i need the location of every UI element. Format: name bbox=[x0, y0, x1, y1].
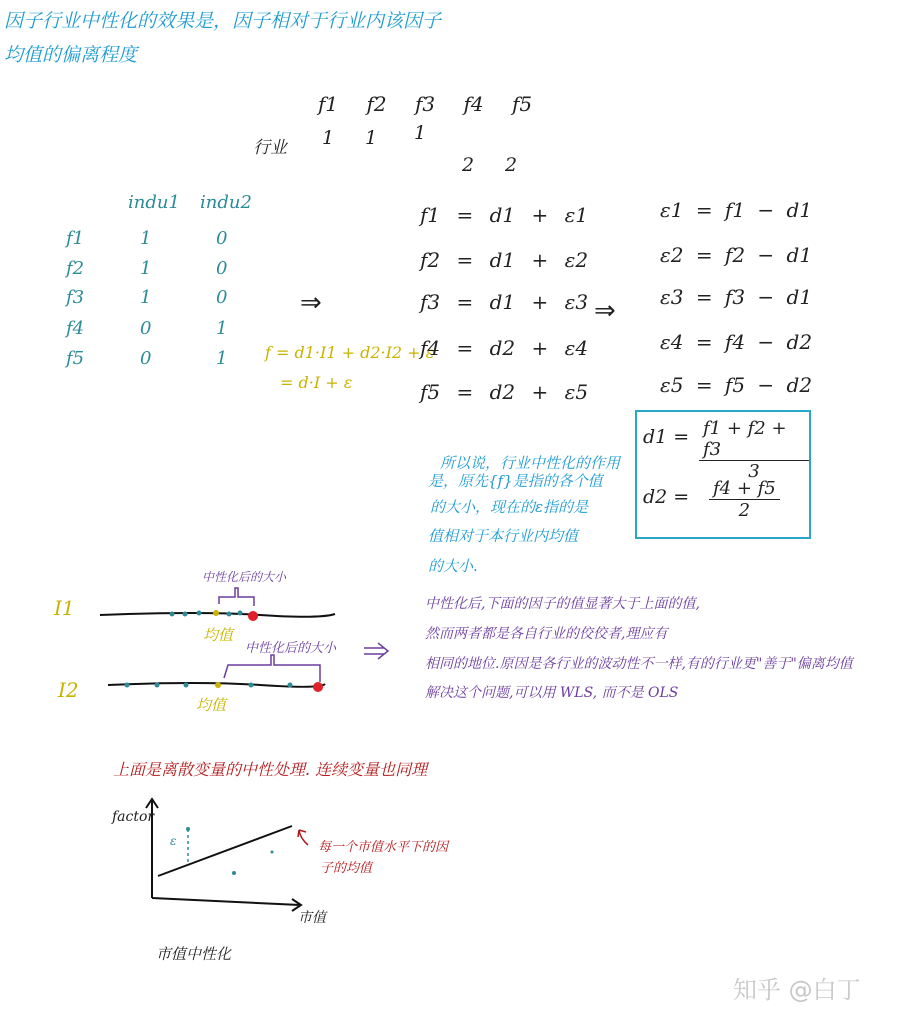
brace-label-1: 中性化后的大小 bbox=[202, 570, 287, 584]
plot-x-axis bbox=[152, 898, 301, 911]
conclusion-line: 所以说，行业中性化的作用 bbox=[440, 454, 621, 472]
factor-f4: f4 bbox=[463, 92, 484, 116]
plot-eps-label: ε bbox=[170, 834, 177, 848]
table-cell-indu1: 0 bbox=[140, 348, 152, 369]
residual-equation: ε3 = f3 − d1 bbox=[660, 285, 813, 309]
table-cell-indu2: 1 bbox=[216, 318, 228, 339]
mean-label-1: 均值 bbox=[203, 626, 234, 644]
implies-arrow-3 bbox=[364, 643, 388, 659]
d2-denominator: 2 bbox=[738, 500, 751, 521]
table-row-factor: f5 bbox=[66, 348, 85, 369]
table-header-indu2: indu2 bbox=[200, 192, 252, 213]
table-cell-indu2: 0 bbox=[216, 228, 228, 249]
conclusion-line: 的大小，现在的ε指的是 bbox=[430, 498, 589, 516]
d2-lhs: d2 = bbox=[643, 486, 690, 508]
industry-label: 行业 bbox=[253, 138, 287, 158]
d1-numerator: f1 + f2 + f3 bbox=[699, 418, 809, 461]
table-cell-indu2: 0 bbox=[216, 258, 228, 279]
caption: 市值中性化 bbox=[156, 945, 232, 963]
max-point-1 bbox=[248, 611, 258, 621]
d1-lhs: d1 = bbox=[643, 426, 690, 448]
residual-equation: ε5 = f5 − d2 bbox=[660, 373, 813, 397]
industry2-label: I2 bbox=[58, 678, 79, 702]
equation: f5 = d2 + ε5 bbox=[420, 380, 589, 404]
table-cell-indu1: 1 bbox=[140, 287, 152, 308]
residual-equation: ε4 = f4 − d2 bbox=[660, 330, 813, 354]
table-cell-indu1: 1 bbox=[140, 228, 152, 249]
table-cell-indu2: 1 bbox=[216, 348, 228, 369]
conclusion-line: 的大小. bbox=[428, 557, 478, 575]
industry-value: 1 bbox=[414, 122, 427, 144]
equation: f2 = d1 + ε2 bbox=[420, 248, 589, 272]
equation: f1 = d1 + ε1 bbox=[420, 203, 589, 227]
residual-equation: ε1 = f1 − d1 bbox=[660, 198, 813, 222]
max-point-2 bbox=[313, 682, 323, 692]
table-cell-indu2: 0 bbox=[216, 287, 228, 308]
factor-f5: f5 bbox=[512, 92, 533, 116]
brace-1 bbox=[219, 588, 254, 606]
table-row-factor: f2 bbox=[66, 258, 85, 279]
annotation-line-2: 子的均值 bbox=[320, 861, 373, 876]
annotation-arrow bbox=[298, 830, 308, 845]
mean-label-2: 均值 bbox=[196, 696, 227, 714]
conclusion-line: 值相对于本行业内均值 bbox=[428, 527, 579, 545]
equation: f3 = d1 + ε3 bbox=[420, 290, 589, 314]
table-cell-indu1: 0 bbox=[140, 318, 152, 339]
implies-arrow-1: ⇒ bbox=[300, 288, 322, 318]
table-row-factor: f4 bbox=[66, 318, 85, 339]
plot-ylabel: factor bbox=[112, 809, 155, 825]
plot-point bbox=[186, 827, 190, 831]
red-title: 上面是离散变量的中性处理. 连续变量也同理 bbox=[113, 760, 428, 779]
plot-point bbox=[271, 851, 274, 854]
plot-xlabel: 市值 bbox=[298, 910, 326, 926]
watermark: 知乎 @白丁 bbox=[733, 976, 861, 1004]
table-header-indu1: indu1 bbox=[128, 192, 180, 213]
note-line: 相同的地位.原因是各行业的波动性不一样,有的行业更"善于"偏离均值 bbox=[425, 656, 853, 672]
table-row-factor: f3 bbox=[66, 287, 85, 308]
industry1-label: I1 bbox=[54, 596, 75, 620]
table-cell-indu1: 1 bbox=[140, 258, 152, 279]
equation: f4 = d2 + ε4 bbox=[420, 336, 589, 360]
mean-point-1 bbox=[213, 610, 219, 616]
conclusion-line: 是，原先{f}是指的各个值 bbox=[428, 472, 603, 490]
industry-value: 1 bbox=[365, 127, 378, 149]
brace-label-2: 中性化后的大小 bbox=[245, 641, 337, 656]
industry-value: 2 bbox=[462, 154, 475, 176]
note-line: 解决这个问题,可以用 WLS, 而不是 OLS bbox=[425, 685, 679, 701]
residual-equation: ε2 = f2 − d1 bbox=[660, 243, 813, 267]
title-line-1: 因子行业中性化的效果是，因子相对于行业内该因子 bbox=[4, 10, 442, 32]
note-line: 中性化后,下面的因子的值显著大于上面的值, bbox=[425, 596, 700, 612]
industry-value: 1 bbox=[322, 127, 335, 149]
mean-point-2 bbox=[215, 682, 221, 688]
annotation-line-1: 每一个市值水平下的因 bbox=[318, 840, 449, 855]
d1-denominator: 3 bbox=[748, 461, 760, 482]
industry-value: 2 bbox=[505, 154, 518, 176]
implies-arrow-2: ⇒ bbox=[594, 296, 616, 326]
table-row-factor: f1 bbox=[66, 228, 85, 249]
factor-f2: f2 bbox=[366, 92, 387, 116]
note-line: 然而两者都是各自行业的佼佼者,理应有 bbox=[425, 626, 668, 642]
model-line-1: f = d1·I1 + d2·I2 + ε bbox=[265, 343, 435, 362]
title-line-2: 均值的偏离程度 bbox=[4, 44, 138, 66]
brace-2 bbox=[224, 655, 320, 682]
plot-point bbox=[232, 871, 236, 875]
factor-f1: f1 bbox=[318, 92, 339, 116]
model-line-2: = d·I + ε bbox=[280, 373, 353, 392]
d2-numerator: f4 + f5 bbox=[709, 478, 780, 500]
factor-f3: f3 bbox=[415, 92, 436, 116]
